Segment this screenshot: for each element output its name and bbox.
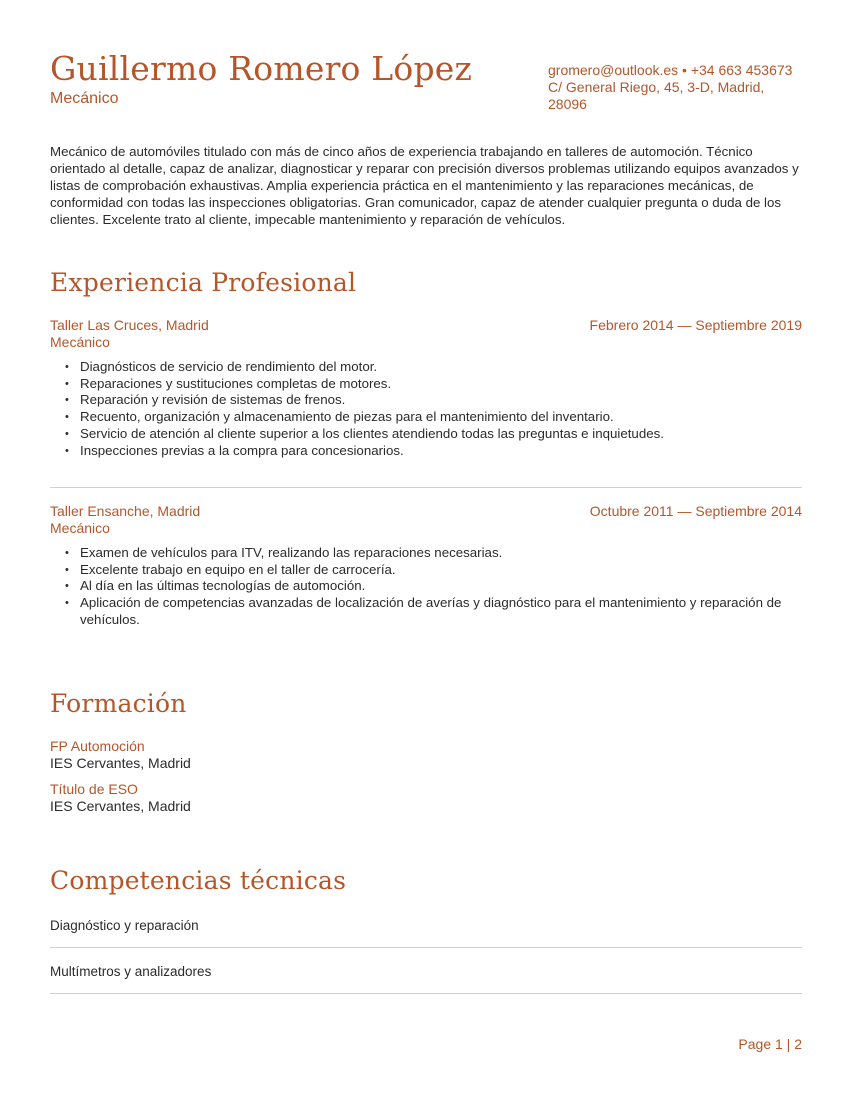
job-bullets bbox=[50, 359, 802, 459]
section-title-education: Formación bbox=[50, 689, 187, 718]
skill-item: Multímetros y analizadores bbox=[50, 964, 212, 979]
job-header bbox=[50, 503, 802, 537]
job-company: Taller Ensanche, Madrid bbox=[50, 503, 201, 519]
list-item: • Servicio de atención al cliente superior a los clientes atendiendo todas las preguntas e inquietudes. bbox=[50, 426, 802, 443]
contact-info bbox=[548, 62, 802, 113]
education-item bbox=[50, 738, 191, 772]
section-title-skills: Competencias técnicas bbox=[50, 866, 347, 895]
candidate-role: Mecánico bbox=[50, 90, 119, 107]
skill-item: Diagnóstico y reparación bbox=[50, 918, 199, 933]
education-title: Título de ESO bbox=[50, 781, 138, 797]
job-dates: Octubre 2011 — Septiembre 2014 bbox=[589, 503, 802, 519]
resume-page bbox=[50, 0, 802, 1102]
contact-email-phone[interactable]: gromero@outlook.es • +34 663 453673 bbox=[548, 62, 793, 78]
list-item: • Inspecciones previas a la compra para concesionarios. bbox=[50, 443, 802, 460]
job-entry bbox=[50, 317, 802, 459]
education-school: IES Cervantes, Madrid bbox=[50, 755, 191, 771]
job-entry bbox=[50, 503, 802, 629]
education-title: FP Automoción bbox=[50, 738, 145, 754]
divider bbox=[50, 947, 802, 948]
list-item: • Excelente trabajo en equipo en el taller de carrocería. bbox=[50, 562, 802, 579]
list-item: • Reparación y revisión de sistemas de frenos. bbox=[50, 392, 802, 409]
list-item: • Aplicación de competencias avanzadas de localización de averías y diagnóstico para el mantenimiento y reparación de vehículos. bbox=[50, 595, 802, 628]
job-company: Taller Las Cruces, Madrid bbox=[50, 317, 209, 333]
job-role: Mecánico bbox=[50, 334, 110, 350]
list-item: • Examen de vehículos para ITV, realizando las reparaciones necesarias. bbox=[50, 545, 802, 562]
contact-address: C/ General Riego, 45, 3-D, Madrid, 28096 bbox=[548, 79, 765, 112]
list-item: • Reparaciones y sustituciones completas de motores. bbox=[50, 376, 802, 393]
profile-summary: Mecánico de automóviles titulado con más de cinco años de experiencia trabajando en talleres de automoción. Técnico orientado al detalle, capaz de analizar, diagnosticar y reparar con precisión diversos problemas utilizando equipos avanzados y listas de comprobación exhaustivas. Amplia experiencia práctica en el mantenimiento y las reparaciones mecánicas, de conformidad con todas las inspecciones obligatorias. Gran comunicador, capaz de atender cualquier pregunta o duda de los clientes. Excelente trato al cliente, impecable mantenimiento y reparación de vehículos. bbox=[50, 144, 799, 227]
list-item: • Recuento, organización y almacenamiento de piezas para el mantenimiento del inventario. bbox=[50, 409, 802, 426]
list-item: • Al día en las últimas tecnologías de automoción. bbox=[50, 578, 802, 595]
candidate-name: Guillermo Romero López bbox=[50, 49, 473, 88]
divider bbox=[50, 993, 802, 994]
resume-header bbox=[50, 48, 802, 118]
divider bbox=[50, 487, 802, 488]
job-dates: Febrero 2014 — Septiembre 2019 bbox=[589, 317, 802, 333]
job-bullets bbox=[50, 545, 802, 629]
list-item: • Diagnósticos de servicio de rendimiento del motor. bbox=[50, 359, 802, 376]
section-title-experience: Experiencia Profesional bbox=[50, 268, 357, 297]
job-header bbox=[50, 317, 802, 351]
education-school: IES Cervantes, Madrid bbox=[50, 798, 191, 814]
page-number: Page 1 | 2 bbox=[738, 1036, 802, 1052]
education-item bbox=[50, 781, 191, 815]
job-role: Mecánico bbox=[50, 520, 110, 536]
